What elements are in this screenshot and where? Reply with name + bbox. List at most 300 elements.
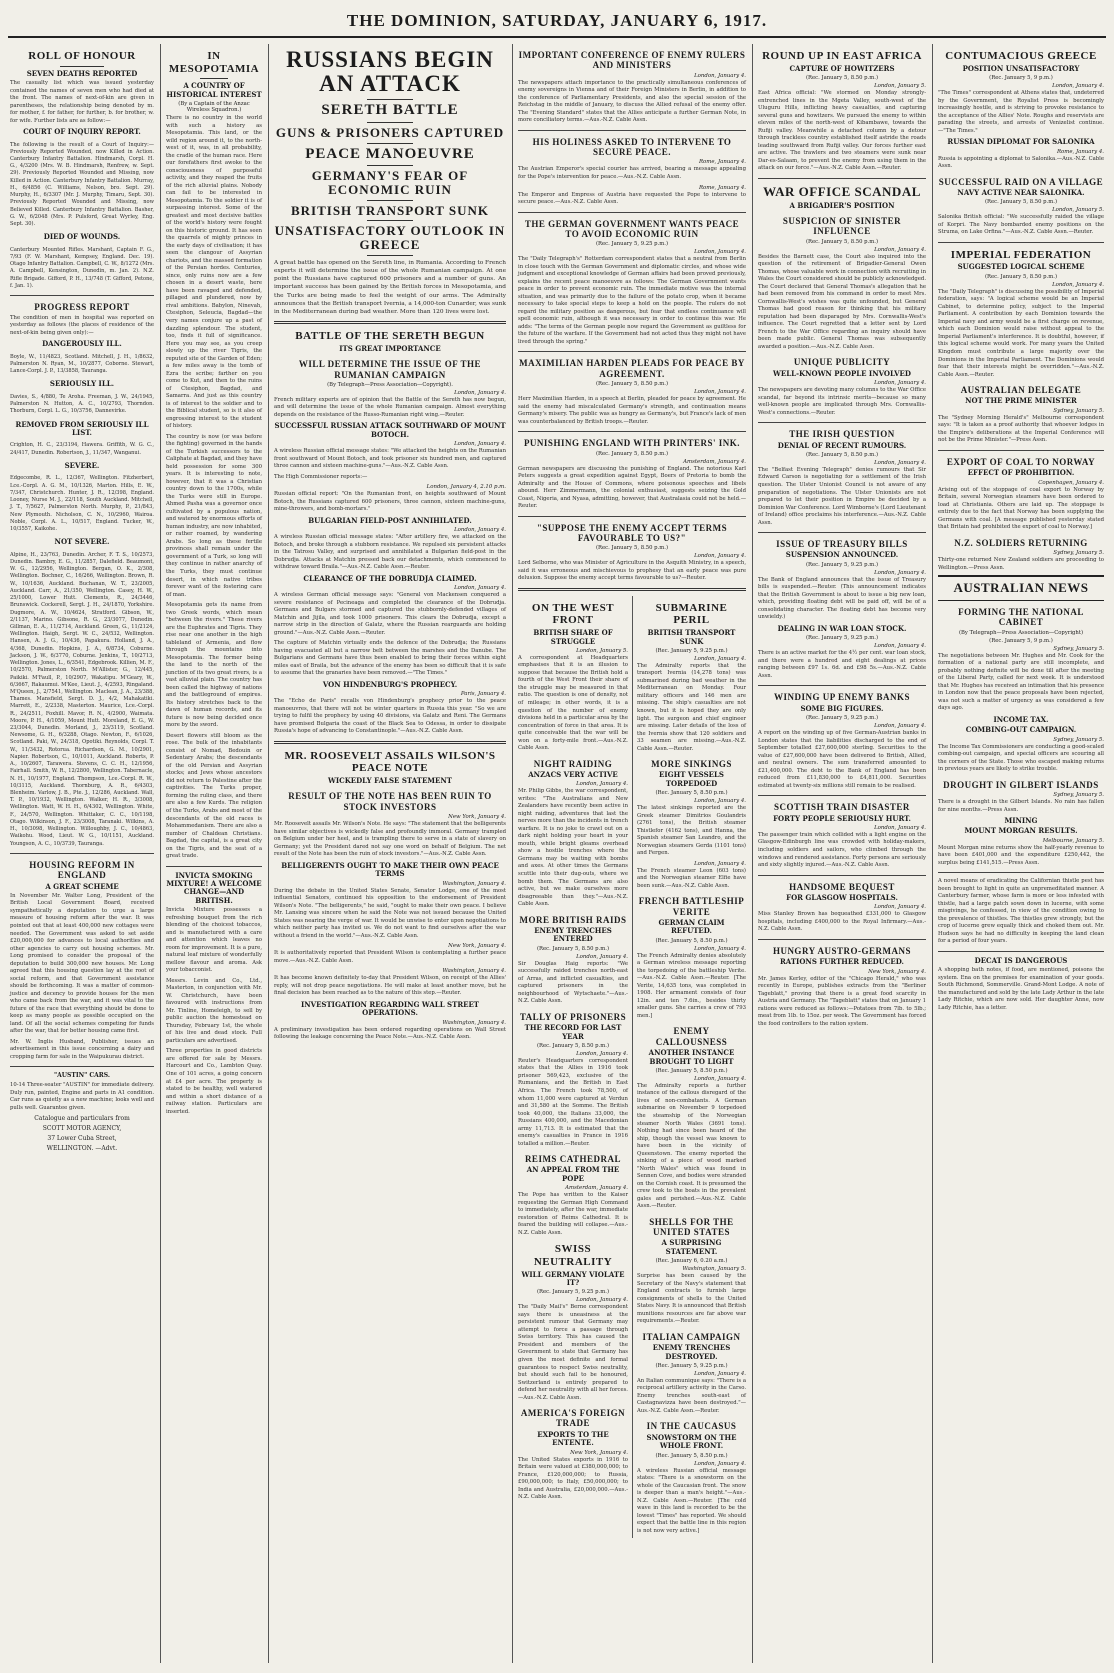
dateline: London, January 4. <box>694 389 746 396</box>
dateline: London, January 4. <box>874 459 926 466</box>
received-line: (Rec. January 5, 8.50 p.m.) <box>655 1452 728 1459</box>
divider <box>758 178 926 179</box>
divider <box>200 78 229 79</box>
received-line: (Rec. January 5, 8.50 p.m.) <box>984 273 1058 280</box>
dateline: London, January 4. <box>694 1460 746 1467</box>
bequest-subheading: FOR GLASGOW HOSPITALS. <box>786 892 898 902</box>
dateline: London, January 4. <box>576 953 628 960</box>
dateline: London, January 4. <box>576 1297 628 1304</box>
roosevelt-heading: MR. ROOSEVELT ASSAILS WILSON'S PEACE NOTE <box>284 749 496 775</box>
imperial-federation-report: The "Daily Telegraph" is discussing the possibility of Imperial federation, says: "A logical scheme would be an Imperial Cabinet, to determine policy, subject to the Imperial Parliament. A contribution by each Dominion towards the Imperial navy and army would be a first charge on revenue, which each Dominion would raise without appeal to the Imperial Parliament's interference. It is doubtful, however, if this logical scheme would work. For many years the United Kingdom must contribute a large majority over the Dominions in the Imperial Parliament. The Dominions would fear that their interests might be overridden."—Aus.-N.Z. Cable Assn.—Reuter. <box>938 288 1104 378</box>
more-sinkings-heading: MORE SINKINGS <box>651 759 732 770</box>
sereth-battle-heading: BATTLE OF THE SERETH BEGUN <box>295 330 485 343</box>
war-loan-heading: DEALING IN WAR LOAN STOCK. <box>777 623 907 633</box>
rations-subheading: RATIONS FURTHER REDUCED. <box>779 957 904 967</box>
nz-soldiers-heading: N.Z. SOLDIERS RETURNING <box>954 537 1088 548</box>
decay-notice: A shopping bath notes, if food, are mentioned, poisons the system. Ena on the premises for examination of your goods. South Richmond, Sommerville. Grand-Mont Lodge. A note of the manufactured and sold by the late Lady Arthur in the late Lady Ritchie, which are now sold. Her daughter Anne, now Lady Ritchie, has a letter. <box>938 967 1104 1011</box>
train-subheading: FORTY PEOPLE SERIOUSLY HURT. <box>773 813 911 823</box>
greece-heading: CONTUMACIOUS GREECE <box>945 50 1097 62</box>
caucasus-heading: IN THE CAUCASUS <box>646 1421 737 1432</box>
seriously-ill-list: Davies, S., 4/880, Te Aroha. Freeman, J. W., 24/1945, Palmerston N. Hutton, A. C., 10/2793, Thorndon. Thorburn, Corpl. L. G., 10/3756, Dannevirke. <box>10 393 154 415</box>
removed-list: Crighton, H. C., 23/3194, Hawera. Griffith, W. G. C., 24/417, Dunedin. Robertson, J., 11/347, Wanganui. <box>10 442 154 456</box>
callousness-heading: ENEMY CALLOUSNESS <box>655 1026 728 1047</box>
divider <box>518 431 746 432</box>
enemy-conference-heading: IMPORTANT CONFERENCE OF ENEMY RULERS AND MINISTERS <box>518 50 746 71</box>
received-line: (Rec. January 5, 8.50 p.m.) <box>805 75 879 82</box>
hungry-heading: HUNGRY AUSTRO-GERMANS <box>772 945 912 956</box>
column-7 <box>934 44 1108 1663</box>
dateline: London, January 4. <box>874 723 926 730</box>
levin-notice: Messrs. Levin and Co., Ltd., Masterton, in conjunction with Mr. W. Christchurch, have been favoured with instructions from Mr. Tinline, Homeleigh, to sell by public auction the homestead on Thursday, February 1st, the whole of his live and dead stock. Full particulars are advertised. <box>166 977 262 1044</box>
village-raid-report: Salonika British official: "We successfully raided the village of Korpri. The Navy bombarded enemy positions on the Struma, on Lake Orfina."—Aus.-N.Z. Cable Assn.—Reuter. <box>938 214 1104 236</box>
wilson-move-report: It is authoritatively reported that President Wilson is contemplating a further peace move.—Aus.-N.Z. Cable Assn. <box>274 950 506 964</box>
dateline: Sydney, January 5. <box>1053 645 1104 652</box>
dateline: New York, January 4. <box>868 968 926 975</box>
shells-subheading: A SURPRISING STATEMENT. <box>661 1238 722 1256</box>
dateline: London, January 4. <box>694 1075 746 1082</box>
mesopotamia-paragraph-2: The country is now (or was before the fighting) governed in the hands of the Turkish successors to the Caliphate at Bagdad, and they have held possession for some 300 years. It is interesting to note, however, that it was a Christian country down to the 1700s, while the Turks were still in Europe. Ahmed Pasha was a governor once cultivated by a populous nation, and watered by enormous efforts of human industry, are now inhabited, or rather roamed, by wandering Arabs. So long as these fertile provinces shall remain under the government of a Turk, so long will they continue in rather anarchy of the Turks, they must continue desert, in which native tribes forever want of the fostering care of man. <box>166 433 262 598</box>
dateline: Rome, January 4. <box>698 184 746 191</box>
submarine-subcolumn <box>633 596 750 1538</box>
salonika-diplomat-heading: RUSSIAN DIPLOMAT FOR SALONIKA <box>947 137 1095 147</box>
shells-report: Surprise has been caused by the Secretary of the Navy's statement that England contracts to furnish large consignments of shells to the United States Navy. It is announced that British munitions resources are far above war requirements.—Reuter. <box>636 1273 746 1325</box>
trenches-entered-subheading: ENEMY TRENCHES ENTERED <box>534 925 612 944</box>
dobrudja-report: A wireless German official message says: "General von Mackensen conquered a severe resistance of Pecineaga and completed the clearance of the Dobrudja. Germans and Bulgars stormed and captured the stubbornly-defended villages of Matchin and Jijila, and took 1000 prisoners. This clears the Dobrudja, except a narrow strip in the direction of Galatz, where the Russian rearguards are holding ground."—Aus.-N.Z. Cable Assn.—Reuter. <box>274 592 506 636</box>
callousness-subheading: ANOTHER INSTANCE BROUGHT TO LIGHT <box>648 1048 735 1066</box>
received-line: (Rec. January 5, 8.50 p.m.) <box>595 381 669 388</box>
mining-heading: MINING <box>1004 816 1038 826</box>
severe-heading: SEVERE. <box>64 460 100 470</box>
lodge-report: During the debate in the United States Senate, Senator Lodge, one of the most influential Senators, continued his opposition to the endorsement of President Wilson's Note. "The belligerents," he said, "ought to make their own peace. I believe Mr. Lansing was sincere when he said the Note was not issued because the United States was nearing the verge of war. It would be unwise to enter upon negotiations to which neither party has invited us. We do not want to find ourselves after the war without a friend in the world."—Aus.-N.Z. Cable Assn. <box>274 887 506 939</box>
dateline: Washington, January 4. <box>442 1019 506 1026</box>
dateline: London, January 5. <box>576 647 628 654</box>
dateline: London, January 4. <box>874 904 926 911</box>
divider <box>518 212 746 213</box>
false-statement-subheading: WICKEDLY FALSE STATEMENT <box>327 776 452 786</box>
divider <box>938 872 1104 873</box>
divider <box>518 588 746 591</box>
seriously-ill-heading: SERIOUSLY ILL. <box>49 379 115 389</box>
austin-cars-ad-text: 10-14 Three-seater "AUSTIN" for immediate delivery. Duly run, painted, Engine and parts in A1 condition. Car runs as quietly as a new machine; looks well and pulls well. Guarantee given. <box>10 1082 154 1111</box>
dobrudja-heading: CLEARANCE OF THE DOBRUDJA CLAIMED. <box>303 573 477 583</box>
dateline: London, January 4. <box>874 380 926 387</box>
tally-report: Reuter's Headquarters correspondent states that the Allies in 1916 took prisoner 569,423, exclusive of the Rumanians, and the British in East Africa. The French took 78,500, of whom 11,000 were captured at Verdun and 31,580 at the Somme. The British took 40,000, the Italians 33,000, the Russians 400,000, and the Macedonian army 11,713. It is estimated that the enemy's casualties in France in 1916 totalled a million.—Reuter. <box>518 1057 628 1147</box>
dateline: London, January 5. <box>1052 207 1104 214</box>
austin-ad-catalogue: Catalogue and particulars from <box>34 1115 130 1123</box>
received-line: (Rec. January 5, 8.50 p.m.) <box>805 238 879 245</box>
received-line: (Rec. January 5, 8.50 p.m.) <box>655 790 728 797</box>
divider <box>367 143 413 144</box>
stock-investors-subheading: RESULT OF THE NOTE HAS BEEN RUIN TO STOCK INVESTORS <box>288 791 492 812</box>
divider <box>10 295 154 296</box>
divider <box>367 165 413 166</box>
dateline: Sydney, January 5. <box>1053 407 1104 414</box>
dateline: London, January 4. <box>694 249 746 256</box>
dateline: Amsterdam, January 4. <box>565 1185 628 1192</box>
america-trade-report: The United States exports in 1916 to Britain were valued at £380,000,000; to France, £120,000,000; to Russia, £90,000,000; to Italy, £50,000,000; to India and Australia, £20,000,000.—Aus.-N.Z. Cable Assn. <box>518 1456 628 1501</box>
lead-headline: RUSSIANS BEGIN AN ATTACK <box>286 47 494 97</box>
america-trade-subheading: EXPORTS TO THE ENTENTE. <box>537 1429 609 1448</box>
australian-news-heading: AUSTRALIAN NEWS <box>953 580 1089 596</box>
treasury-report: The Bank of England announces that the issue of Treasury bills is suspended.—Reuter. (This announcement indicates that the British Government is about to issue a big new loan, which, providing floating debt will be paid off, will be of a consolidating character. The floating debt has become very unwieldy.) <box>758 576 926 621</box>
roosevelt-report: Mr. Roosevelt assails Mr. Wilson's Note. He says: "The statement that the belligerents have similar objectives is wickedly false and profoundly immoral. Germany trampled on Belgium under her heel, and is trampling there to serve in a state of slavery on Germany; yet the President dared not say one word on behalf of Belgium. The net result of the Note has been the ruin of stock investors."—Aus.-N.Z. Cable Assn. <box>274 821 506 858</box>
dateline: London, January 4. <box>694 860 746 867</box>
court-of-inquiry-heading: COURT OF INQUIRY REPORT. <box>23 127 141 137</box>
america-trade-heading: AMERICA'S FOREIGN TRADE <box>520 1408 626 1429</box>
removed-heading: REMOVED FROM SERIOUSLY ILL LIST. <box>15 419 149 437</box>
train-disaster-heading: SCOTTISH TRAIN DISASTER <box>774 802 910 813</box>
dateline: London, January 4. <box>454 441 506 448</box>
night-raiding-report: Mr. Philip Gibbs, the war correspondent, writes: "The Australians and New Zealanders have recently been active in night raiding, adventures that last the nerves more than the incidents in trench warfare. It is no joke to crawl out on a dark night holding your heart in your mouth, while bright gleams overhead show a hostile trenches where the Germans may be waiting with bombs and axes. At other times the Germans scuttle into their dug-outs, where we bomb them. The Germans are also active, but we make ourselves more disagreeable than they."—Aus.-N.Z. Cable Assn. <box>518 788 628 908</box>
divider <box>367 255 413 256</box>
column-3-lead <box>270 44 510 1663</box>
harden-heading: MAXIMILIAN HARDEN PLEADS FOR PEACE BY AGREEMENT. <box>519 358 745 379</box>
greece-report: "The Times" correspondent at Athens states that, undeterred by the Government, the Royalist Press is becomingly increasingly hostile, and is striving to provoke resistance to the acceptance of the Allies' Note. Roughs and reservists are parading the streets, and arrests of Venizelist continue.—"The Times." <box>938 90 1104 134</box>
irish-question-heading: THE IRISH QUESTION <box>789 429 895 440</box>
mount-morgan-subheading: MOUNT MORGAN RESULTS. <box>964 826 1078 836</box>
verite-subheading: GERMAN CLAIM REFUTED. <box>658 918 725 936</box>
received-line: (Rec. January 5, 8.50 p.m.) <box>595 545 669 552</box>
column-rule <box>752 44 753 1663</box>
dangerously-ill-heading: DANGEROUSLY ILL. <box>42 339 122 349</box>
economic-ruin-deck: GERMANY'S FEAR OF ECONOMIC RUIN <box>311 168 469 198</box>
british-raids-report: Sir Douglas Haig reports: "We successfully raided trenches north-east of Arras, and inflicted casualties, and captured prisoners in the neighbourhood of Wytschaete."—Aus.-N.Z. Cable Assn. <box>518 960 628 1005</box>
dateline: Sydney, January 5. <box>1053 736 1104 743</box>
italian-campaign-heading: ITALIAN CAMPAIGN <box>642 1331 741 1342</box>
dateline: London, January 4. <box>454 585 506 592</box>
divider <box>758 532 926 533</box>
dateline: London, January 4. <box>694 655 746 662</box>
bequest-heading: HANDSOME BEQUEST <box>789 881 895 892</box>
masthead-rule <box>8 36 1106 38</box>
sinister-influence-subheading: SUSPICION OF SINISTER INFLUENCE <box>782 216 902 237</box>
enemy-banks-heading: WINDING UP ENEMY BANKS <box>774 692 910 703</box>
divider <box>367 200 413 201</box>
austin-ad-address: 37 Lower Cuba Street, <box>47 1135 117 1143</box>
well-known-subheading: WELL-KNOWN PEOPLE INVOLVED <box>773 368 911 378</box>
dateline: London, January 4. <box>454 527 506 534</box>
russian-official-report: Russian official report: "On the Rumanian front, on heights southward of Mount Botoch, the Russians captured 600 prisoners, three cannon, sixteen machine-guns, mine-throwers, and bomb-mortars." <box>274 491 506 513</box>
received-line: (Rec. January 5, 9.25 p.m.) <box>655 647 728 654</box>
seven-deaths-subheading: SEVEN DEATHS REPORTED <box>26 68 138 78</box>
italian-report: An Italian communique says: "There is a reciprocal artillery activity in the Carso. Enemy trenches south-east of Castagnavizza have been destroyed."—Aus.-N.Z. Cable Assn.—Reuter. <box>636 1377 746 1414</box>
greece-outlook-deck: UNSATISFACTORY OUTLOOK IN GREECE <box>274 223 506 252</box>
field-post-heading: BULGARIAN FIELD-POST ANNIHILATED. <box>308 515 472 525</box>
tally-subheading: THE RECORD FOR LAST YEAR <box>524 1023 622 1041</box>
nz-soldiers-report: Thirty-one returned New Zealand soldiers are proceeding to Wellington.—Press Assn. <box>938 557 1104 571</box>
anzacs-subheading: ANZACS VERY ACTIVE <box>528 769 618 779</box>
national-cabinet-report: The negotiations between Mr. Hughes and Mr. Cook for the formation of a national party are still incomplete, and probably nothing definite will be done till after the meeting of the Liberal Party, called for next week. It is understood that Mr. Hughes has received an intimation that his presence in London now that the peace proposals have been rejected, was not such a matter of urgency as was considered a few days ago. <box>938 652 1104 712</box>
high-commissioner-intro: The High Commissioner reports:— <box>274 473 368 480</box>
italian-subheading: ENEMY TRENCHES DESTROYED. <box>652 1343 731 1361</box>
tally-heading: TALLY OF PRISONERS <box>519 1011 627 1022</box>
column-rule <box>160 44 161 1663</box>
verite-heading: FRENCH BATTLESHIP VERITE <box>638 896 745 917</box>
received-line: (Rec. January 5, 9 p.m.) <box>989 637 1053 644</box>
lead-summary: A great battle has opened on the Sereth line, in Rumania. According to French experts it will determine the issue of the whole Rumanian campaign. At one point the Russians have captured 600 prisoners and a number of guns. An important success has been gained by the British forces in Mesopotamia, and the Turks are being made to feel the weight of our arms. The Admiralty announces that the British transport Ivernia, a 14,000-ton Cunarder, was sunk in the Mediterranean during bad weather. More than 120 lives were lost. <box>274 259 506 315</box>
pope-intervene-heading: HIS HOLINESS ASKED TO INTERVENE TO SECURE PEACE. <box>532 136 732 158</box>
reims-subheading: AN APPEAL FROM THE POPE <box>526 1165 620 1183</box>
dateline: London, January 5. <box>874 83 926 90</box>
dateline: Washington, January 4. <box>442 968 506 975</box>
mesopotamia-paragraph-4: Desert flowers still bloom as the rose. The bulk of the inhabitants consist of Nomad, Bedouin or Sedentary Arabs; the descendants of the old Persian and Assyrian stocks; and Jews whose ancestors did not return to Palestine after the captivities. The Turks proper, forming the ruling class, and there are also a few Kurds. The religion of the Turks, Arabs and most of the descendants of the old races is Mohammedanism. There are also a number of Chaldean Christians. Bagdad, the capital, is a great city on the Tigris, and the seat of a great trade. <box>166 732 262 860</box>
north-wales-report: The Admiralty reports a further instance of the callous disregard of the lives of non-combatants. A German submarine on November 9 torpedoed the steamship of the Norwegian steamer North Wales (3691 tons). Nothing had since been heard of the ship, though the vessel was known to have been in the vicinity of Queenstown. The enemy reported the sinking of a piece of wood marked "North Wales" which was found in Sennen Cove, and bodies were stranded on the Cornish coast. It is presumed the crew took to the boats in the prevalent gales and perished.—Aus.-N.Z. Cable Assn.—Reuter. <box>636 1082 746 1210</box>
wall-street-report: A preliminary investigation has been ordered regarding operations on Wall Street following the leakage concerning the Peace Note.—Aus.-N.Z. Cable Assn. <box>274 1026 506 1041</box>
australian-news-banner <box>938 575 1104 601</box>
progress-report-intro: The condition of men in hospital was reported on yesterday as follows (the places of residence of the next-of-kin being given only):— <box>10 314 154 336</box>
hindenburg-heading: VON HINDENBURG'S PROPHECY. <box>322 679 458 689</box>
dateline: London, January 4, 2.10 p.m. <box>426 484 506 491</box>
divider <box>938 951 1104 952</box>
mesopotamia-paragraph-1: There is no country in the world with such a history as Mesopotamia. This land, or the wild region around it, to the north-west of it, was, in all probability, the cradle of the human race. Here our forefathers first awoke to the consciousness of purposeful activity, and they reaped the fruits of the rich alluvial plains. Nobody can fail to be interested in Mesopotamia. To the soldier it is of surpassing interest. Some of the greatest and most decisive battles of the world's history were fought on this historic ground. It has seen the quarrels of mighty princes in the early days of civilisation; it has seen the clangour of Assyrian chariots, and the massed formation of the Persian hordes. Centuries, since, only ruins now are a few chosen in a desert waste, here have been ravaged and defended, pillaged and plundered, now by rival ambitions. Babylon, Ninevah, Ctesiphon, Seleucia, Bagdad—the very names conjure up a past of dazzling splendour. The student, too, finds it full of significance. Here you may see, as you creep slowly up the river Tigris, the reputed site of the Garden of Eden; a few miles away is the tomb of Ezra the scribe; farther on you come to Kut, and then to the ruins of Ctesiphon, Bagdad, and Samarra. And just as this country is of interest to the soldier and to the Biblical student, so is it also of engrossing interest to the student of history. <box>166 115 262 430</box>
war-loan-report: There is an active market for the 4½ per cent. war loan stock, and there were a hundred and eight dealings at prices ranging between £97 1s. 6d. and £98 5s.—Aus.-N.Z. Cable Assn. <box>758 650 926 679</box>
dateline: London, January 4. <box>694 798 746 805</box>
peace-manoeuvre-deck: PEACE MANOEUVRE <box>305 145 475 162</box>
salonika-diplomat-report: Russia is appointing a diplomat to Salonika.—Aus.-N.Z. Cable Assn. <box>938 155 1104 170</box>
printers-ink-report: German newspapers are discussing the punishing of England. The notorious Karl Peters suggests a great expedition against Egypt, Boers of Pretoria to bomb the Admiralty and the House of Commons, where poisonous speeches and libels abound. Herr Zimmermann, the colonial enthusiast, suggests seizing the Gold Coast, Nigeria, and Nyasa, admitting, however, that Australasia could not be held.—Reuter. <box>518 465 746 510</box>
not-severe-heading: NOT SEVERE. <box>54 537 110 547</box>
drought-heading: DROUGHT IN GILBERT ISLANDS <box>943 779 1099 790</box>
enemy-banks-report: A report on the winding up of five German-Austrian banks in London states that the liabilities discharged to the end of September totalled £27,600,000 sterling. Securities to the value of £27,600,000 have been delivered to British, Allied, and neutral owners. The sum transferred amounted to £21,400,000. The debt to the Bank of England has been reduced from £11,830,000 to £4,811,000. Securities estimated at twenty-six millions still remain to be realised. <box>758 730 926 789</box>
ivernia-report: The Admiralty reports that the transport Ivernia (14,278 tons) was submarined during bad weather in the Mediterranean on Monday. Four military officers and 146 men are missing. The ship's casualties are not known, but it is hoped they are only light. The surgeon and chief engineer are missing. Later details of the loss of the Ivernia show that 120 soldiers and 33 seamen are missing.—Aus.-N.Z. Cable Assn.—Reuter. <box>636 662 746 752</box>
column-4 <box>514 44 750 1663</box>
divider <box>274 741 506 744</box>
income-tax-heading: INCOME TAX. <box>993 714 1049 724</box>
column-rule <box>268 44 269 1663</box>
dateline: London, January 4. <box>874 643 926 650</box>
received-line: (Rec. January 5, 8.50 p.m.) <box>595 450 669 457</box>
harden-report: Herr Maximilian Harden, in a speech at Berlin, pleaded for peace by agreement. He said the enemy had miscalculated Germany's strength, and continuation means Germany's misery. The public was as hungry as Germany's, but France's lack of men was counterbalanced by British troops.—Reuter. <box>518 396 746 425</box>
received-line: (Rec. January 5, 9.25 p.m.) <box>805 715 879 722</box>
prohibition-subheading: EFFECT OF PROHIBITION. <box>967 468 1075 478</box>
column-6 <box>754 44 930 1663</box>
war-office-report: Besides the Barnett case, the Court also inquired into the question of the retirement of Brigadier-General Owen Thomas, whose valuable work in connection with recruiting in Wales the Court considered should be publicly acknowledged. The Court declared that General Thomas's allegation that he had been removed from his command in order to meet Mrs. Cornwallis-West's wishes was quite unfounded, but General Thomas had good reason for thinking that his military reputation had been disparaged by Mrs. Cornwallis-West's influence. The Court regretted that a letter sent by Lord French to the War Office regarding an inquiry should have been made public. General Thomas was subsequently awarded a position.—Aus.-N.Z. Cable Assn. <box>758 253 926 350</box>
received-line: (Rec. January 5, 8.50 p.m.) <box>536 1042 610 1049</box>
reims-heading: REIMS CATHEDRAL <box>524 1154 622 1165</box>
unique-publicity-heading: UNIQUE PUBLICITY <box>793 357 891 368</box>
received-line: (Rec. January 5, 8.50 p.m.) <box>805 451 879 458</box>
verite-report: The French Admiralty denies absolutely a German wireless message reporting the torpedoing of the battleship Verite.—Aus.-N.Z. Cable Assn.—Reuter. [The Verite, 14,635 tons, was completed in 1908. Her armament consists of four 12in. and ten 7.6in., besides thirty smaller guns. She carries a crew of 793 men.] <box>636 952 746 1019</box>
belligerents-heading: BELLIGERENTS OUGHT TO MAKE THEIR OWN PEACE TERMS <box>281 860 499 879</box>
guns-prisoners-deck: GUNS & PRISONERS CAPTURED <box>275 125 505 141</box>
botoch-report: A wireless Russian official message states: "We attacked the heights on the Rumanian front southward of Mount Botoch, and took prisoner six hundred men, and captured three cannon and sixteen machine-guns."—Aus.-N.Z. Cable Assn. <box>274 448 506 470</box>
dateline: London, January 4. <box>874 569 926 576</box>
received-line: (Rec. January 5, 9.25 p.m.) <box>536 1289 610 1296</box>
british-raids-heading: MORE BRITISH RAIDS <box>519 914 627 925</box>
coal-norway-heading: EXPORT OF COAL TO NORWAY <box>946 456 1096 467</box>
divider <box>758 422 926 423</box>
eight-vessels-subheading: EIGHT VESSELS TORPEDOED <box>659 770 724 788</box>
swiss-heading: SWISS NEUTRALITY <box>533 1243 613 1268</box>
divider <box>10 853 154 854</box>
east-africa-heading: ROUND UP IN EAST AFRICA <box>762 50 922 62</box>
divider <box>166 866 262 867</box>
treasury-bills-heading: ISSUE OF TREASURY BILLS <box>776 539 908 550</box>
divider <box>274 321 506 324</box>
german-economic-heading: THE GERMAN GOVERNMENT WANTS PEACE TO AVOID ECONOMIC RUIN <box>524 218 740 239</box>
delegate-report: The "Sydney Morning Herald's" Melbourne correspondent says: "It is taken as a proof authority that whoever lodges in the Empire's deliberations at the Imperial Conference will not be the Prime Minister."—Press Assn. <box>938 414 1104 444</box>
village-raid-heading: SUCCESSFUL RAID ON A VILLAGE <box>938 176 1104 187</box>
casualty-intro: The casualty list which was issued yesterday contained the names of seven men who had died at the front. The names of next-of-kin are given in parentheses, the relationship being denoted by m. for mother, f. for father, for further, b. for brother, w. for wife. Further lists are as follow:— <box>10 80 154 124</box>
received-line: (Rec. January 5, 8.50 p.m.) <box>655 1067 728 1074</box>
enemy-conference-report: The newspapers attach importance to the practically simultaneous conferences of enemy sovereigns in Vienna and of their Foreign Ministers in Berlin, in addition to the conference of Parliamentary Presidents, and also the special session of the Reichstag in the middle of January, to discuss the Allied refusal of the enemy offer. The "Evening Standard" states that the Allies anticipate a further German Note, in more conciliatory terms.—Aus.-N.Z. Cable Assn. <box>518 79 746 124</box>
war-office-heading: WAR OFFICE SCANDAL <box>763 183 921 199</box>
german-economic-report: The "Daily Telegraph's" Rotterdam correspondent states that a neutral from Berlin in close touch with the German Government and diplomatic circles, and whose wide judgment and exceptional knowledge of German affairs had been proved previously, explains the recent peace manoeuvre as follows: The German Government wants peace in order to prevent economic ruin. The immediate motive was the internal situation, and was primarily due to the failure of the potato crop, when it became necessary to take special steps to keep a hold on the people. The rulers do not regard the military position as dangerous, but fear that endless continuance will spell economic ruin, although it was necessary in order to continue this war. He adds: "The terms of the German people now regard the Government as guiltless for the future of the warfare. If the Government had not acted thus they might not have lived through the spring." <box>518 256 746 345</box>
field-post-report: A wireless Russian official message states: "After artillery fire, we attacked on the Botoch, and broke through a stubborn resistance. We repulsed six persistent attacks in the Tatrosu Valley, and surprised and annihilated a Bulgarian field-post in the Dobrudja. Attacks at Matchin pressed back our detachments, which commenced to withdraw toward Braila."—Aus.-N.Z. Cable Assn.—Reuter. <box>274 534 506 571</box>
dateline: London, January 4. <box>576 1050 628 1057</box>
invicta-ad-heading: INVICTA SMOKING MIXTURE! A WELCOME CHANGE—AND BRITISH. <box>166 870 262 905</box>
received-line: (Rec. January 5, 9.25 p.m.) <box>595 241 669 248</box>
transport-sunk-subheading: BRITISH TRANSPORT SUNK <box>647 628 736 646</box>
austin-ad-tag: —Advt. <box>95 1145 118 1153</box>
west-front-subheading: BRITISH SHARE OF STRUGGLE <box>533 628 613 646</box>
decay-heading: DECAT IS DANGEROUS <box>974 955 1068 965</box>
divider <box>518 130 746 131</box>
dateline: London, January 4. <box>454 389 506 396</box>
divider <box>367 122 413 123</box>
divider <box>10 1066 154 1067</box>
bequest-report: Miss Stanley Brown has bequeathed £331,000 to Glasgow hospitals, including £400,000 to the Royal Infirmary.—Aus.-N.Z. Cable Assn. <box>758 911 926 933</box>
shells-heading: SHELLS FOR THE UNITED STATES <box>649 1216 734 1238</box>
received-line: (Rec. January 5, 8.50 p.m.) <box>984 199 1058 206</box>
received-line: (Rec. January 5, 8.50 p.m.) <box>536 945 610 952</box>
divider <box>938 450 1104 451</box>
dateline: London, January 4. <box>1052 83 1104 90</box>
wilson-reply-report: It has become known definitely to-day that President Wilson, on receipt of the Allies' reply, will not drop peace negotiations. He will make at least another move, but he final decision has been reached as to the nature of this step.—Reuter. <box>274 975 506 997</box>
greece-subheading: POSITION UNSATISFACTORY <box>962 63 1080 73</box>
dateline: Sydney, January 5. <box>1053 791 1104 798</box>
printers-ink-heading: PUNISHING ENGLAND WITH PRINTERS' INK. <box>523 438 741 449</box>
publicity-report: The newspapers are devoting many columns to the War Office scandal, far beyond its intrinsic merits—because so many well-known people are implicated through Mrs. Cornwallis-West's connections.—Reuter. <box>758 387 926 416</box>
french-steamer-report: The French steamer Leon (603 tons) and the Norwegian steamer Elfie have been sunk.—Aus.-N.Z. Cable Assn. <box>636 867 746 889</box>
dateline: London, January 4. <box>694 553 746 560</box>
imperial-federation-heading: IMPERIAL FEDERATION <box>950 248 1092 261</box>
divider <box>758 939 926 940</box>
dateline: Amsterdam, January 4. <box>683 458 746 465</box>
dateline: London, January 4. <box>694 72 746 79</box>
received-line: (Rec. January 6, 0.20 a.m.) <box>655 1258 728 1265</box>
masthead <box>0 0 1114 40</box>
roll-of-honour-heading: ROLL OF HONOUR <box>28 50 136 62</box>
not-severe-list: Alpine, H., 23/763, Dunedin. Archer, F. T. S., 10/2573, Dunedin. Bambry, E. G., 11/2857, Dalefield. Beaumont, W. G., 12/2956, Wellington. Bergan, O. K., 2/308, Wellington. Bochner, C., 16/266, Wellington. Brown, R. W., 10/1636, Auckland. Buchanan, W. T., 23/2005, Auckland. Carr, A., 21/350, Wellington. Casey, H. W., 25/1000, Lower Hutt. Clements, R., 24/3446, Brunswick. Cockerell, Sergt. J. H., 24/1870, Yorkshire. Dugmore, A. W., 10/4624, Stratford. Gibson, W., 2/1137, Marino. Gibsone, R. G., 23/3077, Dunedin. Gillman, E. A., 11/2714, Auckland. Green, G., 11/2124, Wellington. Haigh, Sergt. W. C., 24/532, Wellington. Hansen, A. J. G., 10/436, Papakura. Holland, J. A., 4/368, Dunedin. Hopkins, J. A., 6/8734, Coburne. Jackson, J. W., 6/3770, Coburne. Jenkins, T., 10/2713, Wellington. Jones, L., 6/3541, Edgebrook. Killien, M. F., 10/2570, Palmerston North. M'Allister, G., 12/445, Paikiki. M'Faull, P., 10/2907, Wakatipu. M'Geary, W., 6/3667, Rakaumui. M'Kee, Lieut. J., 4/2593, Ringaland. M'Queen, J., 2/7541, Wellington. Maclean, J. A., 23/388, Thames. Mansfield, Sergt. D. J., 4/2, Mahakatiki. Marrett, E., 2/2338, Masterton. Maurice, Lce.-Corpl. R., 24/2511, Foxhill. Mavor, R. N., 4/2900, Waimata. Moore, P. H., 4/1059, Mount Hutt. Moreland, E. G., W. 23/3044, Dunedin. Morland, J., 23/3119, Scotland. Newsome, G. H., 6/3288, Otago. Newton, F., 6/1026, Scotland. Paki, W., 24/318, Opotiki. Reynolds, Corpl. T. W., 11/3432, Rotorua. Richardson, G. M., 10/2901, Napier. Robertson, C., 10/1011, Auckland. Roberts, P. A., 10/2607, Tarawera. Stevens, C. C. H., 12/1956, Fairhall. Smith, W. R., 12/2800, Wellington. Tabernacle, N. H., 10/1977, England. Thompson, Lce.-Corpl. R. W., 10/3115, Auckland. Thornburg, A. R., 6/4303, Blenheim. Varlow, J. B., Pte. J., 12/286, Auckland. Wall, T. P., 10/1932, Wellington. Walker, H. R., 3/3008, Wellington. Watt, W. H. H., 6/4302, Wellington. White, F., 24/570, Wellington. Whittaker, C. C., 10/1198, Otago. Wilkinson, J. F., 23/3008, Taranaki. Wilkins, A. H., 10/3098, Wellington. Willoughby, J. C., 10/4863, Waikohu. Wood, Lieut. W. G., 10/1151, Auckland. Youngson, A. C., 10/3739, Tauranga. <box>10 551 154 847</box>
swiss-subheading: WILL GERMANY VIOLATE IT? <box>521 1269 625 1287</box>
harcourt-notice: Three properties in good districts are offered for sale by Messrs. Harcourt and Co., Lambton Quay. One of 101 acres, a going concern at £4 per acre. The property is stated to be healthy, well watered and within a short distance of a railway station. Particulars are inserted. <box>166 1048 262 1115</box>
mesopotamia-byline: (By a Captain of the Anzac Wireless Squadron.) <box>178 101 250 114</box>
mesopotamia-paragraph-3: Mesopotamia gets its name from two Greek words, which mean "between the rivers." These rivers are the Euphrates and Tigris. They rise near one another in the high tableland of Armenia, and flow through the mountains into Mesopotamia. The former being the land to the north of the junction of its two great rivers, is a vast alluvial plain. The country has been called the highway of nations and the battleground of empires. Its history stretches back to the dawn of human records, and its future is now being decided once more by the sword. <box>166 602 262 729</box>
west-front-subcolumn <box>514 596 632 1538</box>
court-of-inquiry-list: The following is the result of a Court of Inquiry:— Previously Reported Wounded, now Killed in Action. Canterbury Infantry Battalion. Hindmarsh, Corpl. H. G., 4/3200 (Mrs. W. B. Hindmarsh, Renfrew, w. Sept. 29). Previously Reported Wounded and Missing, now Killed in Action. Canterbury Infantry Battalion. Murray, H., 6/4856 (C. Williams, Nelson, bro. Sept. 29). Murphy, H., 6/3307 (Mr. J. Murphy, Timaru, Sept. 30). Previously Reported Wounded and Missing, now Believed Killed. Canterbury Infantry Battalion. Basher, G. W., 6/2048 (Mrs. P. Pulsford, Great Wyrley, Eng. Sept. 30). <box>10 141 154 228</box>
mesopotamia-subheading: A COUNTRY OF HISTORICAL INTEREST <box>166 81 262 99</box>
submarine-peril-heading: SUBMARINE PERIL <box>655 601 728 627</box>
divider <box>758 875 926 876</box>
divider <box>518 516 746 517</box>
rumours-subheading: DENIAL OF RECENT RUMOURS. <box>777 440 907 450</box>
reims-report: The Pope has written to the Kaiser requesting the German High Command to immediately, after the war, immediate restoration of Reims Cathedral. It is feared the building will collapse.—Aus.-N.Z. Cable Assn. <box>518 1192 628 1236</box>
dateline: Rome, January 4. <box>698 159 746 166</box>
navy-subheading: NAVY ACTIVE NEAR SALONIKA. <box>957 187 1085 197</box>
received-line: (Rec. January 5, 9.25 p.m.) <box>655 1362 728 1369</box>
howitzers-subheading: CAPTURE OF HOWITZERS <box>789 63 895 73</box>
dateline: Rome, January 4. <box>1056 148 1104 155</box>
dateline: London, January 4. <box>1052 281 1104 288</box>
mesopotamia-heading: IN MESOPOTAMIA <box>168 50 260 75</box>
income-tax-report: The Income Tax Commissioners are conducting a good-scaled combing-out campaign, and special officers are scouring all the corners of the State. Those who escaped making returns in previous years are likely to strike trouble. <box>938 743 1105 773</box>
thistle-article: A novel means of eradicating the Californian thistle pest has been brought to light in quite an unpremeditated manner. A Canterbury farmer, whose farm is more or less infested with thistle, had a large patch sown down in lucerne, with some misgivings, he confessed, in view of the condition owing to the prevalence of thistles. The thistles grew strongly, but the crop of lucerne grew equally thick and choked them out. Mr. Hudson says he had no difficulty in keeping the land clean for a period of four years. <box>938 878 1104 945</box>
copyright-credit: (By Telegraph—Press Association—Copyright). <box>327 381 453 388</box>
died-of-wounds-heading: DIED OF WOUNDS. <box>43 232 121 242</box>
housing-reform-article: In November Mr. Walter Long, President of the British Local Government Board, received sympathetically a deputation to urge a large measure of housing reform after the war. It was pointed out that at least 400,000 new cottages were needed. The Government was asked to set aside £20,000,000 for advances to local authorities and other agencies to carry out housing schemes. Mr. Long promised to consider the proposal of the deputation to build 300,000 new houses. Mr. Long agreed that this housing question lay at the root of social reform, and that Government assistance should be forthcoming. It was a matter of common-justice and decency to provide houses for the men who came back from the war, and it was vital to the future of the race that everything should be done to keep as many people as possible occupied on the land. Of all the social schemes competing for funds after the war, that for better housing came first. <box>10 892 154 1035</box>
wall-street-heading: INVESTIGATION REGARDING WALL STREET OPERATIONS. <box>300 999 480 1018</box>
column-rule <box>932 44 933 1663</box>
austin-cars-ad-heading: "AUSTIN" CARS. <box>54 1072 110 1080</box>
suppose-enemy-heading: "SUPPOSE THE ENEMY ACCEPT TERMS FAVOURABLE TO US?" <box>536 522 728 543</box>
invicta-ad-text: Invicta Mixture possesses a refreshing bouquet from the rich blending of the choicest tobaccos, and is manufactured with a care and attention which leaves no room for improvement. It is a pure, natural leaf mixture of wonderfully mellow flavour and aroma. Ask your tobacconist. <box>166 907 262 974</box>
pope-emperor-report: The Emperor and Empress of Austria have requested the Pope to intervene to secure peace.—Aus.-N.Z. Cable Assn. <box>518 191 746 206</box>
coal-report: Arising out of the stoppage of coal export to Norway by Britain, several Norwegian steamers have been ordered to load at Christiania. Others are laid up. The stoppage is entirely due to the fact that Norway has been supplying the Germans with coal. [A message published yesterday stated that Britain had prohibited the export of coal to Norway.] <box>938 486 1104 531</box>
swiss-report: The "Daily Mail's" Berne correspondent says there is uneasiness at the persistent rumour that Germany may attempt to force a passage through Swiss territory. This has caused the President and members of the Government to state that Germany has given the most definite and formal guarantees to respect Swiss neutrality, but should such fail to be honoured, Switzerland is entirely prepared to defend her neutrality with all her forces.—Aus.-N.Z. Cable Assn. <box>518 1304 628 1401</box>
brigadier-subheading: A BRIGADIER'S POSITION <box>789 200 895 210</box>
divider <box>367 220 413 221</box>
great-importance-subheading: ITS GREAT IMPORTANCE <box>339 343 441 353</box>
suspension-subheading: SUSPENSION ANNOUNCED. <box>785 550 899 560</box>
dateline: London, January 4. <box>874 824 926 831</box>
dateline: Paris, January 4. <box>460 691 506 698</box>
austin-ad-firm: SCOTT MOTOR AGENCY, <box>42 1125 122 1133</box>
austin-ad-city-name: WELLINGTON. <box>46 1145 94 1153</box>
prime-minister-subheading: NOT THE PRIME MINISTER <box>965 396 1077 406</box>
sinkings-report: The latest sinkings reported are the Greek steamer Dimitrios Goulandris (2761 tons), the British steamer Thistlefor (4162 tons), and Hanna, the Spanish steamer San Leandro, and the Norwegian steamers Gerda (1101 tons) and Fergen. <box>636 805 746 857</box>
national-cabinet-heading: FORMING THE NATIONAL CABINET <box>958 606 1084 628</box>
column-1 <box>6 44 158 1663</box>
irish-report: The "Belfast Evening Telegraph" denies rumours that Sir Edward Carson is negotiating for a settlement of the Irish question. The Ulster Unionist Council is not aware of any preparation of negotiations. The Ulster Unionists are not prepared to let their position in Empire be decided by a Dominion War Conference. Lord Wimborne's (Lord Lieutenant of Ireland) office proclaims his interference.—Aus.-N.Z. Cable Assn. <box>758 466 926 526</box>
dangerously-ill-list: Boyle, W., 11/4823, Scotland. Mitchell, J. H., 1/8632, Palmerston N. Ryan, M., 10/2877, Coborne. Stewart, Lance-Corpl. J. P., 13/3858, Tauranga. <box>10 353 154 375</box>
west-front-heading: ON THE WEST FRONT <box>531 601 615 627</box>
dateline: Washington, January 4. <box>442 880 506 887</box>
inglis-husband-note: Mr. W. Inglis Husband, Publisher, issues an advertisement in this issue concerning a dairy and cropping farm for sale in the Waipukurau district. <box>10 1038 154 1060</box>
divider <box>758 685 926 686</box>
copyright-credit: (By Telegraph—Press Association—Copyright) <box>958 629 1084 636</box>
east-africa-report: East Africa official: "We stormed on Monday strongly-entrenched lines in the Mgeta Valley, south-west of the Uluguru Hills, inflicting heavy casualties, and capturing several guns and howitzers. We pursued the enemy to within eleven miles of the north-west of Kibambawe, towards the Rufiji valley. Meanwhile a detached column by a detour through trackless country established itself astride the roads leading southward from Rufiji valley. Our forces further east are active. The trawlers and two steamers were sunk near Dar-es-Salaam, to prevent the enemy from using them in the attack on our force."—Aus.-N.Z. Cable Assn.—Reuter. <box>758 90 926 172</box>
dateline: Copenhagen, January 4. <box>1038 479 1104 486</box>
dateline: Melbourne, January 5. <box>1042 837 1104 844</box>
dateline: New York, January 4. <box>570 1449 628 1456</box>
newspaper-title: THE DOMINION, SATURDAY, JANUARY 6, 1917. <box>346 11 768 30</box>
received-line: (Rec. January 5, 9.25 p.m.) <box>805 635 879 642</box>
austin-ad-city <box>10 1145 154 1152</box>
column-4-subcolumns <box>514 596 750 1538</box>
rumanian-campaign-subheading: WILL DETERMINE THE ISSUE OF THE RUMANIAN CAMPAIGN <box>298 359 482 380</box>
divider <box>758 795 926 796</box>
dateline: New York, January 4. <box>448 943 506 950</box>
train-report: The passenger train which collided with a light engine on the Glasgow-Edinburgh line was crowded with holiday-makers, including soldiers and sailors, who climbed through the windows and rendered assistance. Forty persons are seriously and sixty slightly injured.—Aus.-N.Z. Cable Assn. <box>758 831 926 869</box>
divider <box>367 99 413 100</box>
selborne-report: Lord Selborne, who was Minister of Agriculture in the Asquith Ministry, in a speech, said it was erroneous and mischievous to prophesy that an early peace was pure delusion. Suppose the enemy accept terms favourable to us?—Reuter. <box>518 560 746 582</box>
great-scheme-subheading: A GREAT SCHEME <box>45 881 119 891</box>
progress-report-heading: PROGRESS REPORT <box>34 302 130 313</box>
pope-courier-report: The Austrian Emperor's special courier has arrived, bearing a message appealing for the Pope's intervention for peace.—Aus.-N.Z. Cable Assn. <box>518 166 746 180</box>
column-2 <box>162 44 266 1663</box>
dateline: London, January 4. <box>874 246 926 253</box>
matchin-report: The capture of Matchin virtually ends the defence of the Dobrudja; the Russians having evacuated all but a narrow belt between the marshes and the Danube. The Bulgarians and Germans have thus been enabled to bring their forces within eight miles east of Braila, but the advance of the enemy has been so difficult that it is safe to assume that the granaries have been removed.—"The Times." <box>274 640 506 677</box>
dateline: Washington, January 5. <box>682 1266 746 1273</box>
botoch-attack-heading: SUCCESSFUL RUSSIAN ATTACK SOUTHWARD OF MOUNT BOTOCH. <box>274 421 506 439</box>
divider <box>938 242 1104 243</box>
column-rule <box>512 44 513 1663</box>
hindenburg-report: The "Echo de Paris" recalls von Hindenburg's prophecy prior to the peace manoeuvres, that there will not be winter quarters in Russia this year. "So we are trying to fulfil the prophecy by using 40 divisions, via Galatz and Reni. The Germans have promised Bulgaria the coast of the Black Sea to Odessa, in order to dissipate Russia's hope of advancing to Constantinople."—Aus.-N.Z. Cable Assn. <box>274 698 506 735</box>
dateline: London, January 4. <box>694 945 746 952</box>
dateline: London, January 4. <box>694 1370 746 1377</box>
big-figures-subheading: SOME BIG FIGURES. <box>800 703 884 713</box>
